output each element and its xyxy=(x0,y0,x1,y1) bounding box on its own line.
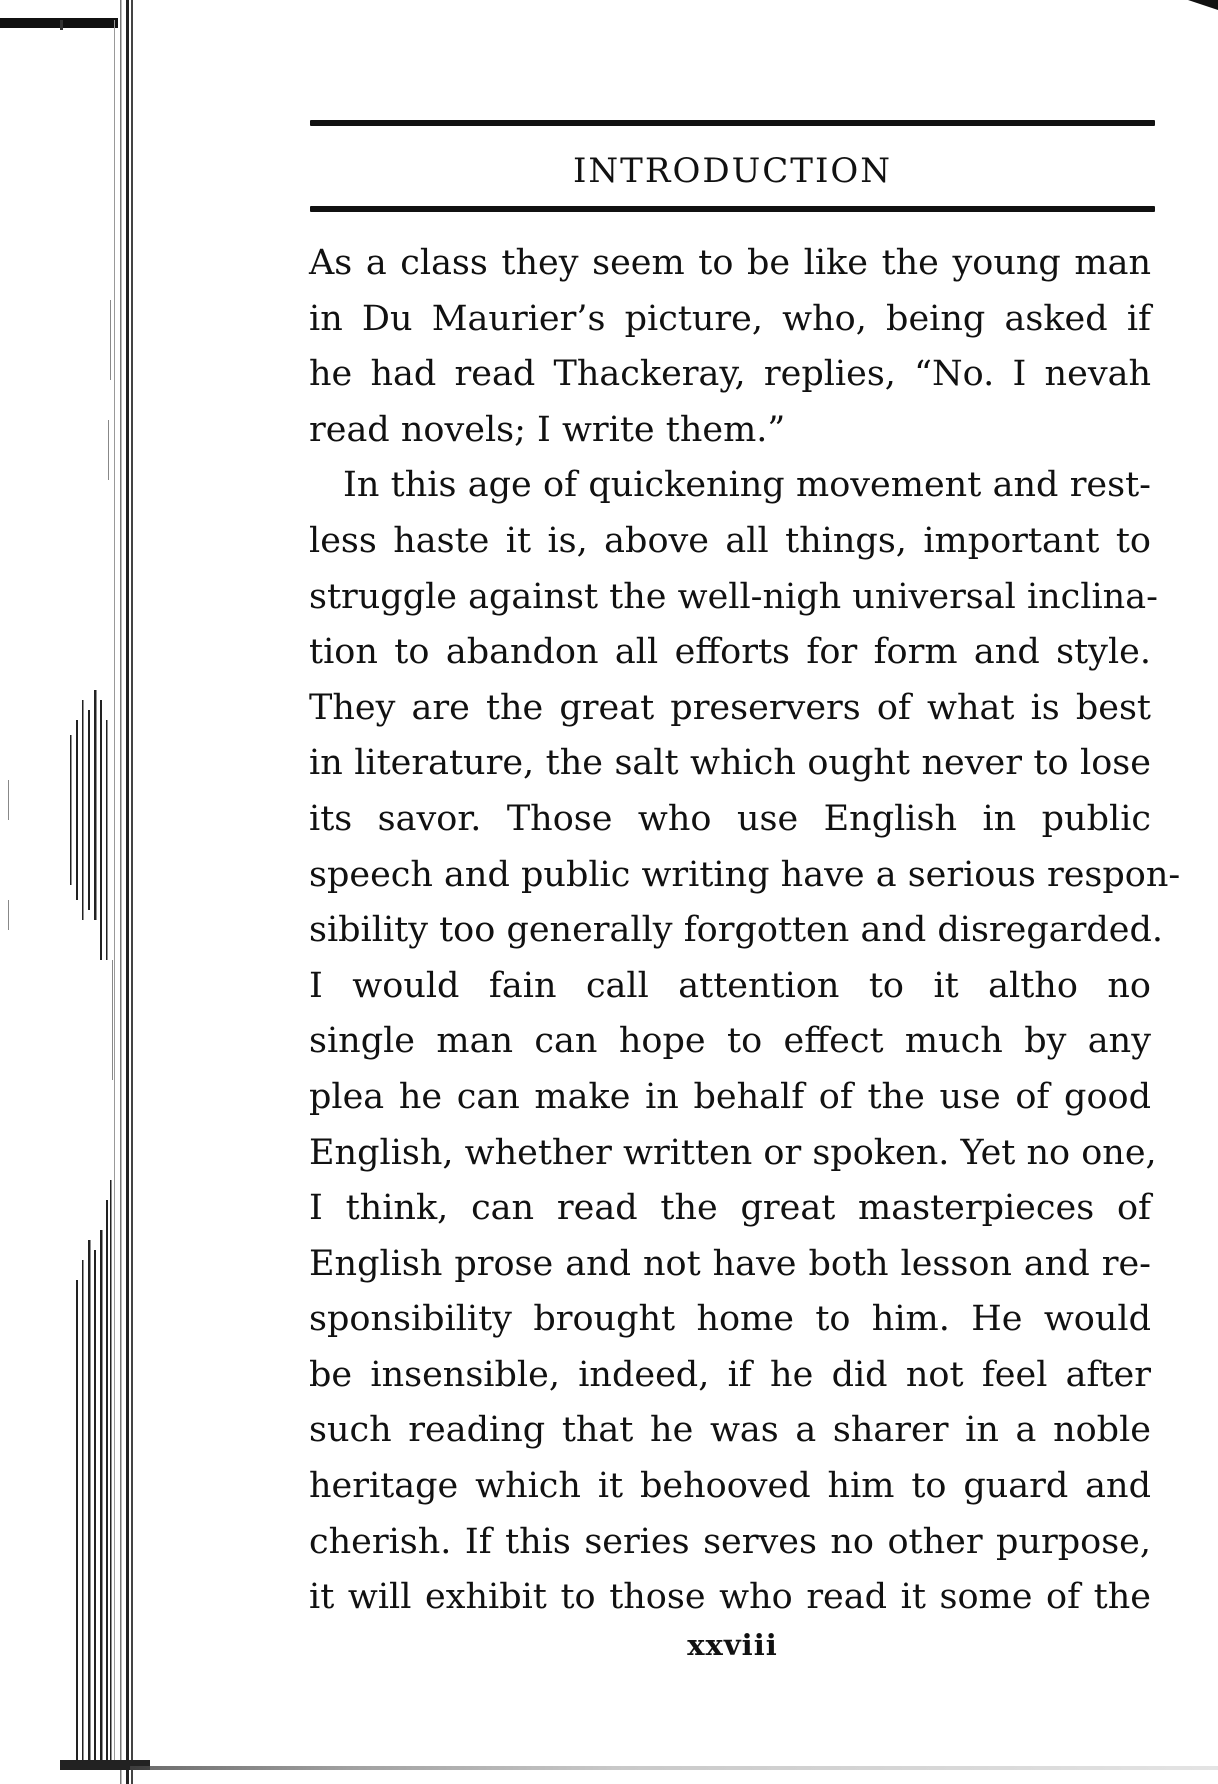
text-line: sponsibility brought home to him. He would xyxy=(309,1299,1151,1340)
text-line: struggle against the well-nigh universal inclina- xyxy=(309,576,1158,617)
text-line: single man can hope to effect much by any xyxy=(309,1021,1151,1062)
text-line: read novels; I write them.” xyxy=(309,409,786,450)
header-rule-bottom xyxy=(310,206,1155,212)
text-line: They are the great preservers of what is best xyxy=(309,687,1151,728)
text-line: plea he can make in behalf of the use of good xyxy=(309,1076,1151,1117)
paragraph xyxy=(309,236,1151,458)
header-rule-top xyxy=(310,120,1155,126)
text-line: heritage which it behooved him to guard and xyxy=(309,1466,1151,1507)
text-line: As a class they seem to be like the young man xyxy=(309,243,1151,283)
text-line: sibility too generally forgotten and disregarded. xyxy=(309,910,1164,951)
text-line: tion to abandon all efforts for form and style. xyxy=(309,632,1151,673)
text-line: in literature, the salt which ought never to lose xyxy=(309,743,1151,784)
text-line: English prose and not have both lesson and re- xyxy=(309,1243,1151,1284)
text-line: In this age of quickening movement and rest- xyxy=(343,465,1151,506)
text-line: I would fain call attention to it altho no xyxy=(309,965,1151,1006)
text-line: cherish. If this series serves no other purpose, xyxy=(309,1521,1151,1562)
text-line: its savor. Those who use English in public xyxy=(309,798,1151,839)
binding-edge-scan-artifact xyxy=(0,0,150,1784)
text-line: I think, can read the great masterpieces of xyxy=(309,1188,1151,1229)
bottom-scan-edge xyxy=(130,1766,1218,1770)
text-line: in Du Maurier’s picture, who, being asked if xyxy=(309,298,1151,339)
text-line: it will exhibit to those who read it some of the xyxy=(309,1577,1151,1618)
corner-scan-mark xyxy=(1188,0,1218,10)
running-head: INTRODUCTION xyxy=(573,151,892,191)
page-number: xxviii xyxy=(687,1628,778,1662)
text-line: English, whether written or spoken. Yet no one, xyxy=(309,1132,1157,1173)
body-text xyxy=(309,236,1181,1626)
text-line: such reading that he was a sharer in a noble xyxy=(309,1410,1151,1451)
paragraph xyxy=(309,458,1181,1625)
text-line: speech and public writing have a serious respon- xyxy=(309,854,1181,895)
text-line: less haste it is, above all things, important to xyxy=(309,520,1151,561)
text-line: he had read Thackeray, replies, “No. I nevah xyxy=(309,354,1151,395)
text-line: be insensible, indeed, if he did not feel after xyxy=(309,1354,1151,1395)
